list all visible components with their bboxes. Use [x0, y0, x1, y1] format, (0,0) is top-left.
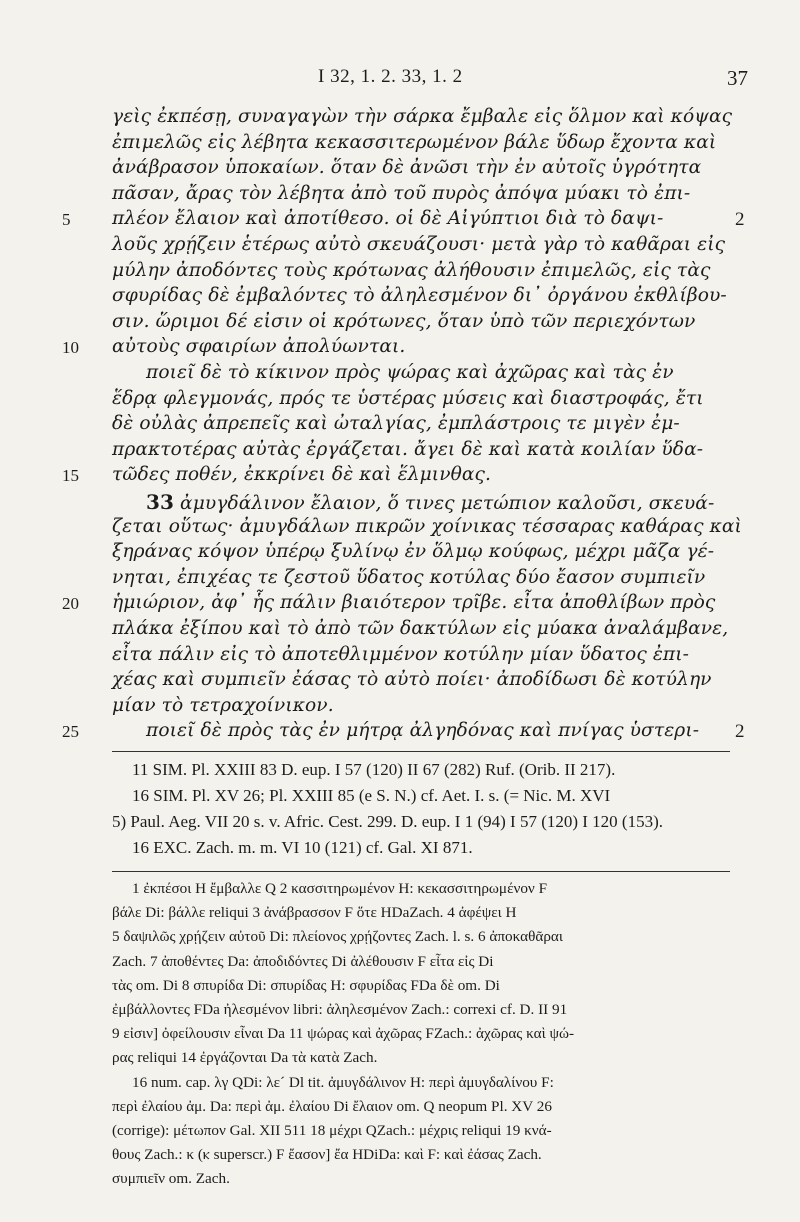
line-text: σιν. ὥριμοι δέ εἰσιν οἱ κρότωνες, ὅταν ὑπὸ τῶν περιεχόντων — [112, 310, 696, 332]
text-line — [0, 464, 800, 491]
apparatus-line: περὶ ἐλαίου ἀμ. Da: περὶ ἀμ. ἐλαίου Di ἔλαιον om. Q neopum Pl. XV 26 — [112, 1097, 552, 1115]
line-text: ζεται οὕτως· ἀμυγδάλων πικρῶν χοίνικας τέσσαρας καθάρας καὶ — [112, 515, 742, 537]
apparatus-line: βάλε Di: βάλλε reliqui 3 ἀνάβρασσον F ὅτε HDaZach. 4 ἀφέψει H — [112, 904, 517, 922]
text-line — [0, 208, 800, 235]
text-line — [0, 618, 800, 645]
apparatus-line: συμπιεῖν om. Zach. — [112, 1170, 230, 1188]
text-line — [0, 720, 800, 747]
line-text: μύλην ἀποδόντες τοὺς κρότωνας ἀλήθουσιν ἐπιμελῶς, εἰς τὰς — [112, 259, 711, 281]
testimonia-line: 16 SIM. Pl. XV 26; Pl. XXIII 85 (e S. N.) cf. Aet. I. s. (= Nic. M. XVI — [132, 786, 611, 805]
margin-reference: 2 — [735, 721, 745, 743]
line-number: 5 — [62, 210, 71, 230]
line-text: πλάκα ἐξίπου καὶ τὸ ἀπὸ τῶν δακτύλων εἰς μύακα ἀναλάμβανε, — [112, 618, 729, 639]
line-text: γεὶς ἐκπέσῃ, συναγαγὼν τὴν σάρκα ἔμβαλε εἰς ὅλμον καὶ κόψας — [112, 106, 733, 127]
text-line — [0, 388, 800, 415]
line-text: λοῦς χρῄζειν ἑτέρως αὐτὸ σκευάζουσι· μετὰ γὰρ τὸ καθᾶραι εἰς — [112, 234, 726, 255]
text-line — [0, 439, 800, 466]
line-text: σφυρίδας δὲ ἐμβαλόντες τὸ ἀληλεσμένον δι᾽ ὀργάνου ἐκθλίβου- — [112, 285, 727, 307]
text-line — [0, 541, 800, 568]
text-line — [0, 592, 800, 619]
page-number: 37 — [727, 66, 748, 90]
line-text: μίαν τὸ τετραχοίνικον. — [112, 694, 334, 716]
text-line — [0, 285, 800, 312]
line-text: ἕδρᾳ φλεγμονάς, πρός τε ὑστέρας μύσεις καὶ διαστροφάς, ἔτι — [112, 387, 704, 409]
line-text: ἀνάβρασον ὑποκαίων. ὅταν δὲ ἀνῶσι τὴν ἐν αὐτοῖς ὑγρότητα — [112, 157, 702, 179]
text-line — [0, 183, 800, 210]
text-line — [0, 362, 800, 389]
line-text-body: ἀμυγδάλινον ἔλαιον, ὅ τινες μετώπιον καλοῦσι, σκευά- — [174, 493, 715, 514]
line-text: ἡμιώριον, ἀφ᾽ ἧς πάλιν βιαιότερον τρῖβε. εἶτα ἀποθλίβων πρὸς — [112, 592, 716, 614]
line-text: ποιεῖ δὲ τὸ κίκινον πρὸς ψώρας καὶ ἀχῶρας καὶ τὰς ἐν — [146, 362, 674, 383]
line-number: 25 — [62, 722, 79, 742]
testimonia-rule — [112, 751, 730, 752]
apparatus-line: 16 num. cap. λγ QDi: λε´ Dl tit. ἀμυγδάλινον H: περὶ ἀμυγδαλίνου F: — [132, 1073, 554, 1091]
text-line — [0, 516, 800, 543]
line-text: πᾶσαν, ἄρας τὸν λέβητα ἀπὸ τοῦ πυρὸς ἀπόψα μύακι τὸ ἐπι- — [112, 182, 691, 204]
text-line — [0, 234, 800, 261]
apparatus-line: 5 δαψιλῶς χρῄζειν αὐτοῦ Di: πλείονος χρῄζοντες Zach. l. s. 6 ἀποκαθᾶραι — [112, 928, 563, 946]
page-header — [318, 66, 748, 92]
line-number: 15 — [62, 466, 79, 486]
apparatus-line: ἐμβάλλοντες FDa ἠλεσμένον libri: ἀληλεσμένον Zach.: correxi cf. D. II 91 — [112, 1001, 568, 1018]
testimonia-line: 16 EXC. Zach. m. m. VI 10 (121) cf. Gal. XI 871. — [132, 838, 473, 857]
line-text: ξηράνας κόψον ὑπέρῳ ξυλίνῳ ἐν ὅλμῳ κούφως, μέχρι μᾶζα γέ- — [112, 541, 715, 563]
line-text: πλέον ἔλαιον καὶ ἀποτίθεσο. οἱ δὲ Αἰγύπτιοι διὰ τὸ δαψι- — [112, 208, 664, 230]
text-line — [0, 567, 800, 594]
testimonia-line: 5) Paul. Aeg. VII 20 s. v. Afric. Cest. 299. D. eup. I 1 (94) I 57 (120) I 120 (153). — [112, 812, 663, 831]
line-text: εἶτα πάλιν εἰς τὸ ἀποτεθλιμμένον κοτύλην μίαν ὕδατος ἐπι- — [112, 643, 690, 665]
apparatus-line: τὰς om. Di 8 σπυρίδα Di: σπυρίδας H: σφυρίδας FDa δὲ om. Di — [112, 976, 500, 994]
text-line — [0, 336, 800, 363]
line-text: χέας καὶ συμπιεῖν ἐάσας τὸ αὐτὸ ποίει· ἀποδίδωσι δὲ κοτύλην — [112, 669, 712, 691]
text-line — [0, 311, 800, 338]
apparatus-line: Zach. 7 ἀποθέντες Da: ἀποδιδόντες Di ἀλέθουσιν F εἶτα εἰς Di — [112, 952, 494, 970]
text-line — [0, 157, 800, 184]
text-line — [0, 132, 800, 159]
apparatus-line: 9 εἰσιν] ὀφείλουσιν εἶναι Da 11 ψώρας καὶ ἀχῶρας FZach.: ἀχῶρας καὶ ψώ- — [112, 1025, 575, 1043]
testimonia-line: 11 SIM. Pl. XXIII 83 D. eup. I 57 (120) II 67 (282) Ruf. (Orib. II 217). — [132, 760, 616, 779]
line-text: τῶδες ποθέν, ἐκκρίνει δὲ καὶ ἕλμινθας. — [112, 464, 492, 486]
margin-reference: 2 — [735, 209, 745, 231]
text-line — [0, 644, 800, 671]
line-text: ποιεῖ δὲ πρὸς τὰς ἐν μήτρᾳ ἀλγηδόνας καὶ πνίγας ὑστερι- — [146, 720, 700, 742]
apparatus-line: θους Zach.: κ (ⲕ superscr.) F ἔασον] ἔα HDiDa: καὶ F: καὶ ἐάσας Zach. — [112, 1146, 542, 1164]
text-line — [0, 106, 800, 133]
running-head: I 32, 1. 2. 33, 1. 2 — [318, 66, 463, 87]
text-line — [0, 260, 800, 287]
line-text: ἐπιμελῶς εἰς λέβητα κεκασσιτερωμένον βάλε ὕδωρ ἔχοντα καὶ — [112, 131, 717, 153]
section-number: 33 — [146, 490, 175, 514]
apparatus-line: (corrige): μέτωπον Gal. XII 511 18 μέχρι QZach.: μέχρις reliqui 19 κνά- — [112, 1122, 552, 1139]
line-text — [146, 490, 714, 514]
line-number: 10 — [62, 338, 79, 358]
line-text: αὐτοὺς σφαιρίων ἀπολύωνται. — [112, 336, 406, 358]
text-line — [0, 695, 800, 722]
line-text: δὲ οὐλὰς ἀπρεπεῖς καὶ ὠταλγίας, ἐμπλάστροις τε μιγὲν ἐμ- — [112, 413, 680, 435]
text-line — [0, 413, 800, 440]
line-text: νηται, ἐπιχέας τε ζεστοῦ ὕδατος κοτύλας δύο ἔασον συμπιεῖν — [112, 566, 706, 588]
apparatus-line: ρας reliqui 14 ἐργάζονται Da τὰ κατὰ Zach. — [112, 1049, 378, 1067]
text-line — [0, 669, 800, 696]
apparatus-line: 1 ἐκπέσοι H ἔμβαλλε Q 2 κασσιτηρωμένον H: κεκασσιτηρωμένον F — [132, 880, 548, 897]
apparatus-rule — [112, 871, 730, 872]
text-line — [0, 490, 800, 517]
line-number: 20 — [62, 594, 79, 614]
line-text: πρακτοτέρας αὐτὰς ἐργάζεται. ἄγει δὲ καὶ κατὰ κοιλίαν ὕδα- — [112, 438, 704, 460]
